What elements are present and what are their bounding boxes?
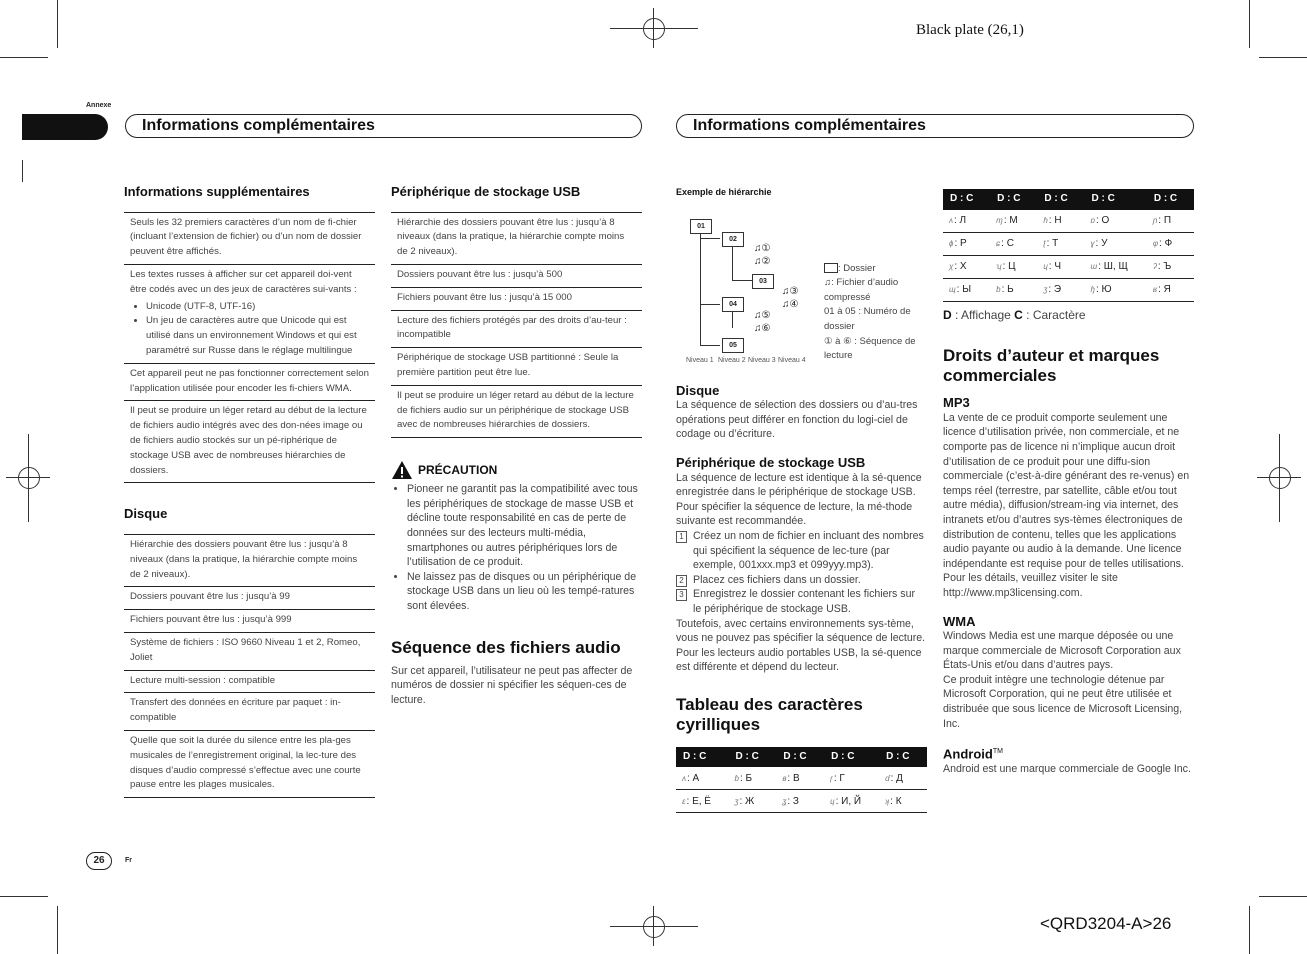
table-cell: ʁ: Я [1147, 278, 1194, 301]
table-cell: ʮ: Ц [990, 255, 1037, 278]
caution-item: • Pioneer ne garantit pas la compatibilité avec tous les périphériques de stockage de masse USB et décline toute responsabilité en cas de perte de données sur des lecteurs multi-média, smartphones ou autres périphériques lors de l’utilisation de ce produit. [407, 482, 642, 570]
supp-info-box [124, 212, 375, 484]
legend-range: 01 à 05 : Numéro de dossier [824, 306, 911, 332]
left-banner: Informations complémentaires [125, 114, 642, 138]
disque-row: Système de fichiers : ISO 9660 Niveau 1 et 2, Romeo, Joliet [124, 633, 375, 671]
folder-01: 01 [690, 219, 712, 234]
table-cell: ɓ: Б [728, 767, 776, 790]
wma-text: Ce produit intègre une technologie détenue par Microsoft Corporation, qui ne peut être utilisée et distribuée que sous licence de Microsoft Licensing, Inc. [943, 673, 1183, 730]
step-item: 2 Placez ces fichiers dans un dossier. [676, 573, 926, 588]
crop-mark [1249, 906, 1250, 954]
disque-row: Lecture multi-session : compatible [124, 671, 375, 694]
table-header: D : C [1085, 189, 1147, 210]
legend-file: ♫: Fichier d’audio compressé [824, 277, 899, 303]
table-cell: ɒ: О [1085, 210, 1147, 233]
hierarchy-diagram [676, 200, 926, 364]
registration-mark-right [1257, 434, 1301, 522]
supp-row-intro: Les textes russes à afficher sur cet appareil doi-vent être codés avec un des jeux de caractères sui-vants : [130, 268, 357, 295]
table-cell: χ: Х [943, 255, 990, 278]
file-node: ♫③ [782, 285, 799, 297]
right-usb-text: La séquence de lecture est identique à la sé-quence enregistrée dans le périphérique de stockage USB. [676, 471, 922, 499]
wma-text: Windows Media est une marque déposée ou une marque commerciale de Microsoft Corporation aux États-Unis et/ou dans d’autres pays. [943, 630, 1181, 672]
table-row [943, 210, 1194, 233]
table-header: D : C [676, 747, 728, 768]
usb-row: Fichiers pouvant être lus : jusqu’à 15 000 [391, 288, 642, 311]
right-column-1 [676, 185, 926, 813]
file-node: ♫② [754, 255, 771, 267]
table-cell: ɰ: Ы [943, 278, 990, 301]
table-cell: ʙ: В [776, 767, 824, 790]
table-cell: ʔ: Ъ [1147, 255, 1194, 278]
example-heading: Exemple de hiérarchie [676, 187, 772, 197]
table-cell: ʈ: Т [1037, 232, 1084, 255]
crop-mark [0, 57, 48, 58]
table-cell: ʒ: Э [1037, 278, 1084, 301]
registration-mark-top [610, 8, 698, 48]
right-usb-text: Pour les lecteurs audio portables USB, la sé-quence est différente et dépend du lecteur. [676, 646, 922, 674]
supp-row: Seuls les 32 premiers caractères d’un nom de fi-chier (incluant l’extension de fichier) ou d’un nom de dossier peuvent être affichés. [124, 213, 375, 265]
table-cell: ɥ: Ч [1037, 255, 1084, 278]
legend-folder: : Dossier [824, 262, 924, 277]
table-cell: ɦ: Н [1037, 210, 1084, 233]
table-header: D : C [990, 189, 1037, 210]
crop-mark [22, 160, 23, 182]
table-row [943, 255, 1194, 278]
caution-list [391, 482, 642, 613]
table-cell: ʓ: З [776, 790, 824, 813]
android-heading: Android™ [943, 746, 1003, 762]
usb-row: Périphérique de stockage USB partitionné : Seule la première partition peut être lue. [391, 348, 642, 386]
table-row [676, 767, 927, 790]
level-label: Niveau 2 [718, 356, 746, 364]
folder-03: 03 [752, 274, 774, 289]
table-row [943, 278, 1194, 301]
left-column-2 [391, 185, 642, 707]
step-item: 3 Enregistrez le dossier contenant les fichiers sur le périphérique de stockage USB. [676, 587, 926, 616]
table-header: D : C [943, 189, 990, 210]
table-header: D : C [728, 747, 776, 768]
step-item: 1 Créez un nom de fichier en incluant des nombres qui spécifient la séquence de lec-ture (par exemple, 001xxx.mp3 et 099yyy.mp3). [676, 529, 926, 573]
legend-seq: ① à ⑥ : Séquence de lecture [824, 335, 916, 362]
sequence-text: Sur cet appareil, l’utilisateur ne peut pas affecter de numéros de dossier ni spécifier les séquen-ces de lecture. [391, 664, 633, 706]
file-node: ♫⑤ [754, 309, 771, 321]
right-disque-text: La séquence de sélection des dossiers ou d’au-tres opérations peut différer en fonction du logi-ciel de codage ou d’écriture. [676, 399, 918, 441]
left-column-1 [124, 185, 375, 798]
disque-heading: Disque [124, 506, 168, 522]
folder-04: 04 [722, 297, 744, 312]
usb-row: Dossiers pouvant être lus : jusqu’à 500 [391, 265, 642, 288]
registration-mark-bottom [610, 906, 698, 946]
list-item: • Un jeu de caractères autre que Unicode qui est utilisé dans un environnement Windows et qui est paramétré sur Russe dans le réglage multilingue [146, 314, 369, 358]
music-file-icon: ♫ [824, 277, 832, 289]
crop-mark [1259, 896, 1307, 897]
table-cell: ɥ: И, Й [824, 790, 879, 813]
table-cell: ƅ: Ь [990, 278, 1037, 301]
disque-row: Hiérarchie des dossiers pouvant être lus : jusqu’à 8 niveaux (dans la pratique, la hiérarchie compte moins de 2 niveaux). [124, 535, 375, 587]
disque-box [124, 534, 375, 798]
usb-row: Hiérarchie des dossiers pouvant être lus : jusqu’à 8 niveaux (dans la pratique, la hiérarchie compte moins de 2 niveaux). [391, 213, 642, 265]
table-cell: φ: Ф [1147, 232, 1194, 255]
document-code: <QRD3204-A>26 [1040, 914, 1172, 933]
table-cell: ʞ: К [879, 790, 927, 813]
android-text: Android est une marque commerciale de Google Inc. [943, 763, 1191, 776]
supp-row: Il peut se produire un léger retard au début de la lecture de fichiers audio intégrés avec des don-nées image ou de fichiers audio stockés sur un pé-riphérique de stockage USB avec de nombreuses hiérarchies de dossiers. [124, 401, 375, 483]
cyrillic-table-1 [676, 747, 927, 814]
section-tab-label: Annexe [86, 102, 112, 109]
table-cell: ʒ: Ж [728, 790, 776, 813]
cyrillic-legend: D : Affichage C : Caractère [943, 307, 1086, 322]
right-disque-heading: Disque [676, 382, 720, 398]
usb-row: Il peut se produire un léger retard au début de la lecture de fichiers audio sur un périphérique de stockage USB avec de nombreuses hiérarchies de dossiers. [391, 386, 642, 438]
level-label: Niveau 4 [778, 356, 806, 364]
table-cell: ɣ: У [1085, 232, 1147, 255]
folder-icon [824, 263, 838, 273]
disque-row: Dossiers pouvant être lus : jusqu’à 99 [124, 587, 375, 610]
diagram-legend [824, 262, 924, 364]
table-cell: ʌ: А [676, 767, 728, 790]
file-node: ♫④ [782, 298, 799, 310]
right-usb-text: Pour spécifier la séquence de lecture, la mé-thode suivante est recommandée. [676, 500, 913, 528]
usb-row: Lecture des fichiers protégés par des droits d’au-teur : incompatible [391, 311, 642, 349]
table-cell: ɗ: Д [879, 767, 927, 790]
black-plate-label: Black plate (26,1) [916, 22, 1024, 38]
disque-row: Quelle que soit la durée du silence entre les pla-ges musicales de l’enregistrement original, la lec-ture des disques d’audio compressé s’effectue avec une courte pause entre les plages musicales. [124, 731, 375, 798]
language-label: Fr [125, 857, 132, 864]
right-banner: Informations complémentaires [676, 114, 1194, 138]
mp3-url: http://www.mp3licensing.com. [943, 586, 1083, 599]
rights-heading: Droits d’auteur et marques commerciales [943, 346, 1160, 386]
table-cell: ʌ: Л [943, 210, 990, 233]
table-header: D : C [1147, 189, 1194, 210]
table-cell: ɧ: Ю [1085, 278, 1147, 301]
table-cell: ɼ: Г [824, 767, 879, 790]
caution-title: PRÉCAUTION [418, 462, 498, 477]
sequence-heading: Séquence des fichiers audio [391, 637, 621, 657]
section-tab [22, 114, 108, 140]
usb-steps [676, 529, 926, 617]
table-row [676, 790, 927, 813]
table-header: D : C [879, 747, 927, 768]
cyrillic-heading: Tableau des caractères cyrilliques [676, 694, 863, 734]
cyrillic-table-2 [943, 189, 1194, 302]
list-item: • Unicode (UTF-8, UTF-16) [146, 300, 369, 315]
right-column-2 [943, 189, 1194, 777]
folder-02: 02 [722, 232, 744, 247]
disque-row: Fichiers pouvant être lus : jusqu’à 999 [124, 610, 375, 633]
table-header: D : C [1037, 189, 1084, 210]
caution-item: • Ne laissez pas de disques ou un périphérique de stockage USB dans un lieu où les tempé-ratures sont élevées. [407, 570, 642, 614]
registration-mark-left [6, 434, 50, 522]
caution-heading [391, 460, 642, 480]
file-node: ♫① [754, 242, 771, 254]
table-cell: ɸ: Р [943, 232, 990, 255]
mp3-text: La vente de ce produit comporte seulement une licence d’utilisation privée, non commerciale, et ne comporte pas de licence ni n’implique aucun droit d’utilisation de ce produit pour une diffu-sion commerciale (c’est-à-dire générant des re-venus) en temps réel (terrestre, par satellite, câble et/ou tout autre média), diffusion/stream-ing via internet, des intranets et/ou d’autres sys-tèmes électroniques de distribution de contenu, telles que les applications audio payante ou audio à la demande. Une licence indépendante est requise pour de telles utilisations. Pour les détails, veuillez visiter le site [943, 411, 1190, 585]
supp-row: Cet appareil peut ne pas fonctionner correctement selon l’application utilisée pour encoder les fi-chiers WMA. [124, 364, 375, 402]
table-cell: ɛ: Е, Ё [676, 790, 728, 813]
wma-heading: WMA [943, 613, 976, 629]
table-cell: ɯ: Ш, Щ [1085, 255, 1147, 278]
crop-mark [57, 0, 58, 48]
page-number: 26 [86, 852, 112, 870]
usb-box [391, 212, 642, 439]
supp-info-heading: Informations supplémentaires [124, 184, 310, 199]
right-usb-heading: Périphérique de stockage USB [676, 454, 866, 470]
right-usb-text: Toutefois, avec certains environnements sys-tème, vous ne pouvez pas spécifier la séquence de lecture. [676, 617, 926, 645]
table-row [943, 232, 1194, 255]
table-header: D : C [824, 747, 879, 768]
charset-list [130, 300, 369, 359]
table-cell: ɲ: П [1147, 210, 1194, 233]
crop-mark [57, 906, 58, 954]
crop-mark [0, 896, 48, 897]
warning-icon [391, 460, 413, 480]
level-label: Niveau 3 [748, 356, 776, 364]
crop-mark [1259, 57, 1307, 58]
mp3-heading: MP3 [943, 395, 970, 411]
level-label: Niveau 1 [686, 356, 714, 364]
table-header: D : C [776, 747, 824, 768]
crop-mark [1249, 0, 1250, 48]
disque-row: Transfert des données en écriture par paquet : in-compatible [124, 693, 375, 731]
supp-row [124, 265, 375, 364]
usb-heading: Périphérique de stockage USB [391, 184, 581, 199]
folder-05: 05 [722, 338, 744, 353]
table-cell: ɕ: С [990, 232, 1037, 255]
file-node: ♫⑥ [754, 322, 771, 334]
table-cell: ɱ: М [990, 210, 1037, 233]
